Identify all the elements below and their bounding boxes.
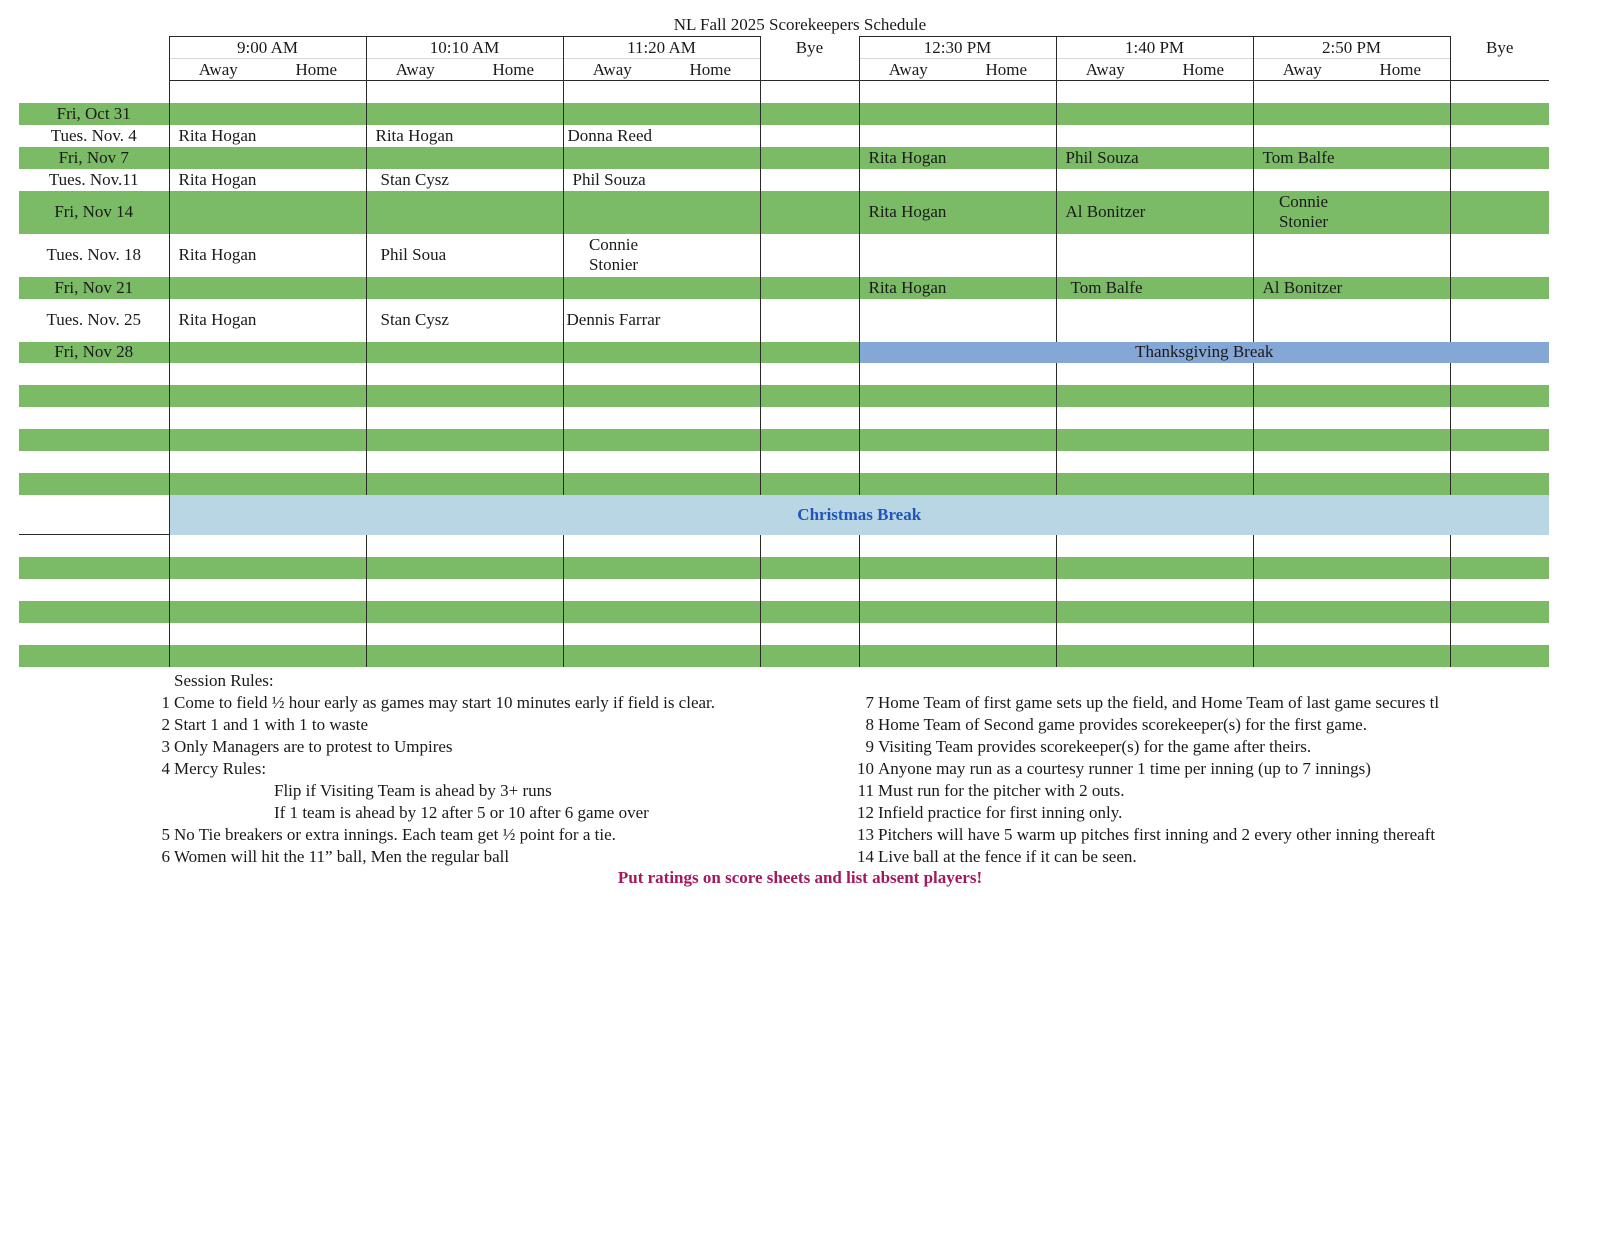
home-label: Home bbox=[1154, 59, 1253, 81]
scorekeeper-cell: Connie Stonier bbox=[588, 235, 639, 274]
rule-text: Live ball at the fence if it can be seen. bbox=[878, 847, 1137, 866]
slot-header: 11:20 AM bbox=[563, 37, 760, 59]
slot-header: 9:00 AM bbox=[169, 37, 366, 59]
rule-text: Must run for the pitcher with 2 outs. bbox=[878, 781, 1125, 800]
rule-text: Infield practice for first inning only. bbox=[878, 803, 1123, 822]
scorekeeper-cell: Rita Hogan bbox=[169, 299, 366, 342]
rule-number: 5 bbox=[161, 825, 170, 844]
away-label: Away bbox=[366, 59, 464, 81]
rule-number: 14 bbox=[857, 847, 874, 866]
scorekeeper-cell: Rita Hogan bbox=[169, 125, 366, 147]
rule-subtext: Flip if Visiting Team is ahead by 3+ runs bbox=[274, 781, 552, 800]
slot-header: Bye bbox=[1486, 37, 1514, 57]
table-row bbox=[19, 234, 1549, 277]
rule-number: 9 bbox=[865, 737, 874, 756]
row-date: Tues. Nov. 25 bbox=[46, 310, 142, 329]
table-row bbox=[19, 125, 1549, 147]
scorekeeper-cell: Phil Souza bbox=[1056, 147, 1253, 169]
row-date: Tues. Nov. 18 bbox=[46, 245, 142, 264]
table-row bbox=[19, 299, 1549, 342]
scorekeeper-cell: Al Bonitzer bbox=[1253, 277, 1450, 299]
rule-subtext: If 1 team is ahead by 12 after 5 or 10 after 6 game over bbox=[274, 803, 649, 822]
rule-number: 12 bbox=[857, 803, 874, 822]
rule-text: No Tie breakers or extra innings. Each team get ½ point for a tie. bbox=[174, 825, 616, 844]
slot-header: 1:40 PM bbox=[1056, 37, 1253, 59]
row-date: Fri, Nov 21 bbox=[19, 277, 169, 299]
table-row bbox=[19, 342, 1549, 363]
scorekeeper-cell: Stan Cysz bbox=[366, 169, 563, 191]
rule-text: Only Managers are to protest to Umpires bbox=[174, 737, 453, 756]
rule-number: 13 bbox=[857, 825, 874, 844]
rule-number: 4 bbox=[161, 759, 170, 778]
row-date: Tues. Nov. 4 bbox=[50, 125, 137, 145]
rule-number: 10 bbox=[857, 759, 874, 778]
scorekeeper-cell: Dennis Farrar bbox=[566, 310, 661, 329]
page-title: NL Fall 2025 Scorekeepers Schedule bbox=[673, 15, 927, 34]
thanksgiving-break-banner: Thanksgiving Break bbox=[859, 342, 1549, 363]
rules-heading: Session Rules: bbox=[174, 671, 274, 690]
row-date: Fri, Nov 28 bbox=[19, 342, 169, 363]
scorekeeper-cell: Tom Balfe bbox=[1253, 147, 1450, 169]
rule-text: Mercy Rules: bbox=[174, 759, 267, 778]
scorekeeper-cell: Rita Hogan bbox=[859, 191, 1056, 234]
rules-right-column bbox=[878, 692, 1481, 872]
row-date: Fri, Nov 7 bbox=[19, 147, 169, 169]
rule-number: 7 bbox=[865, 693, 874, 712]
rule-number: 8 bbox=[865, 715, 874, 734]
home-label: Home bbox=[464, 59, 563, 81]
scorekeeper-cell: Rita Hogan bbox=[169, 234, 366, 277]
table-row bbox=[19, 277, 1549, 299]
rule-number: 11 bbox=[857, 781, 874, 800]
footer-note: Put ratings on score sheets and list absent players! bbox=[617, 868, 983, 887]
away-label: Away bbox=[859, 59, 957, 81]
row-date: Fri, Oct 31 bbox=[19, 103, 169, 125]
slot-header: 10:10 AM bbox=[366, 37, 563, 59]
rule-number: 2 bbox=[161, 715, 170, 734]
row-date: Fri, Nov 14 bbox=[19, 191, 169, 234]
away-label: Away bbox=[1253, 59, 1351, 81]
scorekeeper-cell: Phil Soua bbox=[366, 234, 563, 277]
home-label: Home bbox=[661, 59, 760, 81]
scorekeeper-cell: Rita Hogan bbox=[366, 125, 563, 147]
scorekeeper-cell: Al Bonitzer bbox=[1056, 191, 1253, 234]
away-label: Away bbox=[169, 59, 267, 81]
rule-text: Women will hit the 11” ball, Men the regular ball bbox=[174, 847, 510, 866]
home-label: Home bbox=[267, 59, 366, 81]
home-label: Home bbox=[957, 59, 1056, 81]
rule-text: Come to field ½ hour early as games may start 10 minutes early if field is clear. bbox=[174, 693, 716, 712]
scorekeeper-cell: Tom Balfe bbox=[1056, 277, 1253, 299]
scorekeeper-cell: Phil Souza bbox=[563, 169, 760, 191]
slot-header: Bye bbox=[760, 37, 859, 59]
rule-text: Anyone may run as a courtesy runner 1 time per inning (up to 7 innings) bbox=[878, 759, 1371, 778]
table-row bbox=[19, 147, 1549, 169]
schedule-table bbox=[19, 36, 1549, 667]
rule-text: Visiting Team provides scorekeeper(s) for the game after theirs. bbox=[878, 737, 1312, 756]
rule-text: Home Team of first game sets up the field, and Home Team of last game secures tl bbox=[878, 693, 1440, 712]
scorekeeper-cell: Connie Stonier bbox=[1278, 192, 1329, 231]
rule-text: Home Team of Second game provides scorekeeper(s) for the first game. bbox=[878, 715, 1367, 734]
christmas-break-banner: Christmas Break bbox=[169, 495, 1549, 535]
away-label: Away bbox=[1056, 59, 1154, 81]
slot-header: 12:30 PM bbox=[859, 37, 1056, 59]
rule-number: 6 bbox=[161, 847, 170, 866]
scorekeeper-cell: Rita Hogan bbox=[859, 277, 1056, 299]
slot-header: 2:50 PM bbox=[1253, 37, 1450, 59]
away-label: Away bbox=[563, 59, 661, 81]
rule-text: Pitchers will have 5 warm up pitches first inning and 2 every other inning thereaft bbox=[878, 825, 1436, 844]
rule-number: 3 bbox=[161, 737, 170, 756]
row-date: Tues. Nov.11 bbox=[48, 169, 139, 189]
table-row bbox=[19, 103, 1549, 125]
scorekeeper-cell: Donna Reed bbox=[563, 125, 760, 147]
scorekeeper-cell: Rita Hogan bbox=[859, 147, 1056, 169]
scorekeeper-cell: Rita Hogan bbox=[169, 169, 366, 191]
home-label: Home bbox=[1351, 59, 1450, 81]
table-row bbox=[19, 169, 1549, 191]
rule-text: Start 1 and 1 with 1 to waste bbox=[174, 715, 369, 734]
table-row bbox=[19, 191, 1549, 234]
scorekeeper-cell: Stan Cysz bbox=[366, 299, 563, 342]
rule-number: 1 bbox=[161, 693, 170, 712]
